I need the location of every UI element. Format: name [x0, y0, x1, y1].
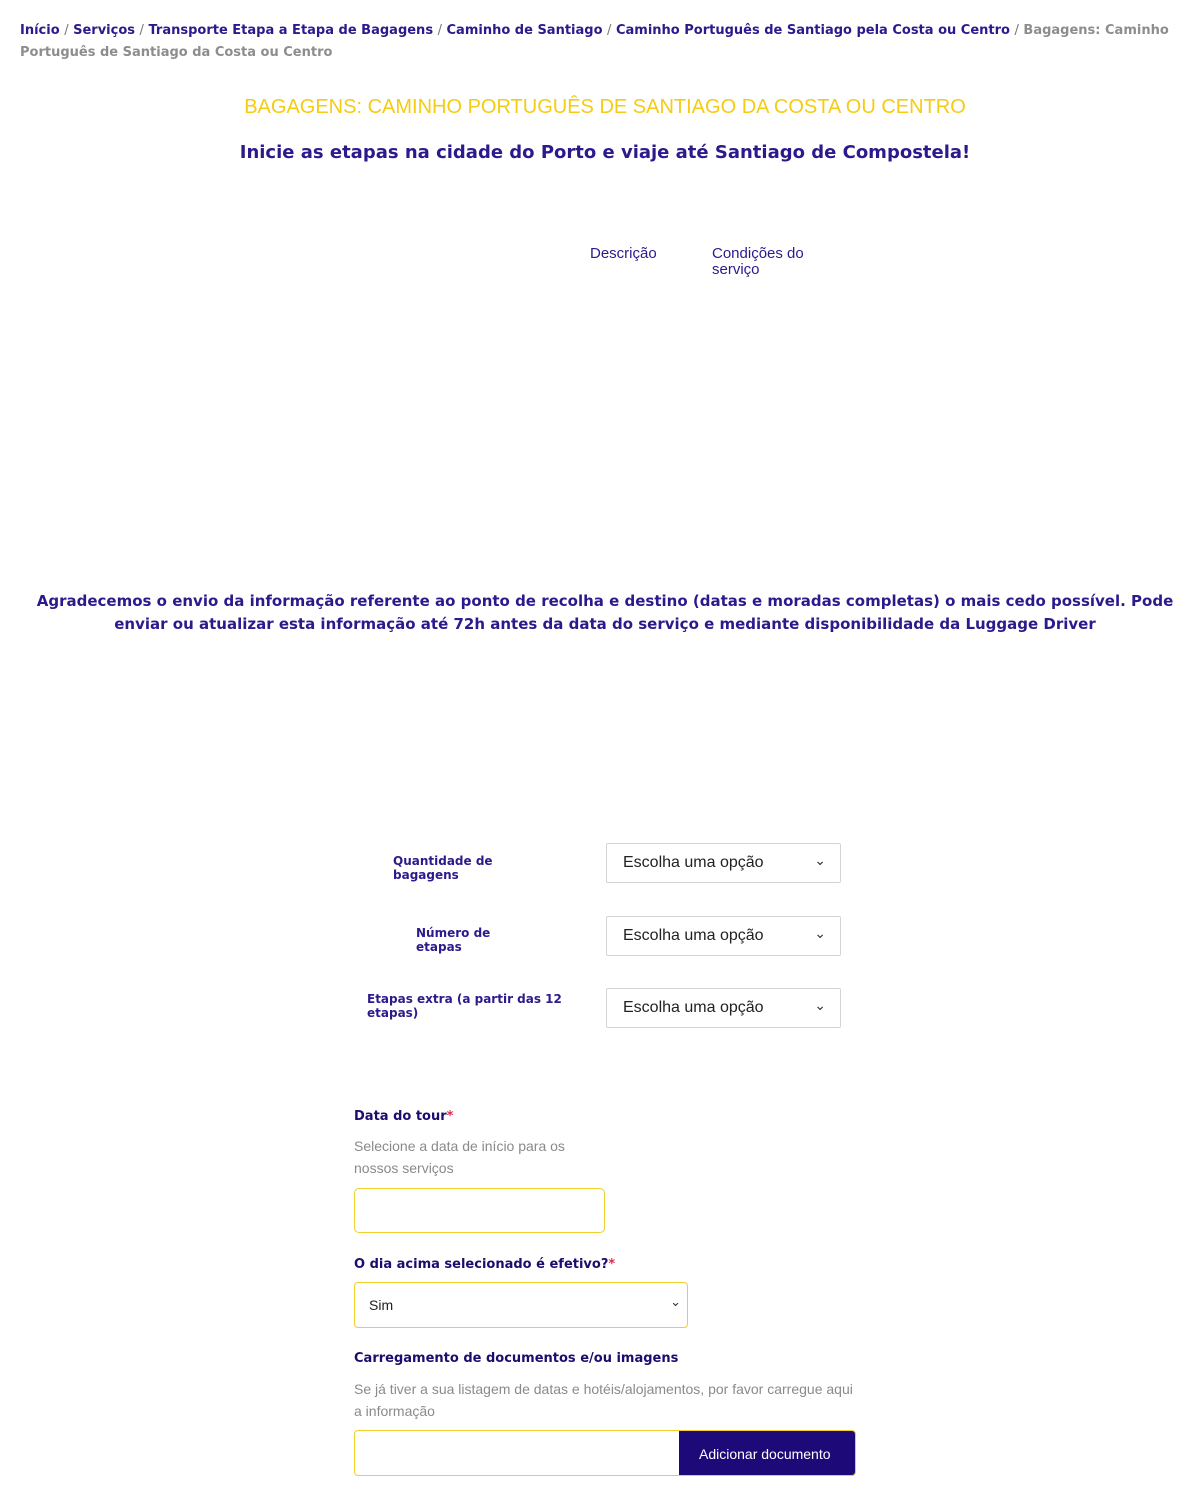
- chevron-down-icon: ⌄: [814, 926, 826, 942]
- breadcrumb-link-servicos[interactable]: Serviços: [73, 23, 136, 38]
- breadcrumb-current: Bagagens: Caminho Português de Santiago da Costa ou Centro: [20, 23, 1169, 60]
- product-subtitle: Inicie as etapas na cidade do Porto e viaje até Santiago de Compostela!: [239, 142, 971, 163]
- effective-field-label: [354, 1257, 615, 1272]
- product-title: BAGAGENS: CAMINHO PORTUGUÊS DE SANTIAGO DA COSTA OU CENTRO: [244, 96, 966, 118]
- upload-field-description: Se já tiver a sua listagem de datas e hotéis/alojamentos, por favor carregue aqui a informação: [354, 1381, 853, 1419]
- tab-condicoes-servico[interactable]: Condições do serviço: [712, 245, 804, 278]
- notice-text: Agradecemos o envio da informação referente ao ponto de recolha e destino (datas e moradas completas) o mais cedo possível. Pode enviar ou atualizar esta informação até 72h antes da data do serviço e mediante disponibilidade da Luggage Driver: [36, 592, 1174, 633]
- breadcrumb-separator: /: [1014, 23, 1019, 38]
- option-label-etapas-extra: Etapas extra (a partir das 12 etapas): [367, 992, 562, 1020]
- select-value: Escolha uma opção: [623, 854, 764, 871]
- required-marker: *: [446, 1109, 454, 1124]
- chevron-down-icon: ⌄: [814, 998, 826, 1014]
- numero-etapas-select[interactable]: [606, 916, 841, 956]
- tab-descricao[interactable]: Descrição: [590, 245, 657, 262]
- breadcrumb-link-caminho-portugues[interactable]: Caminho Português de Santiago pela Costa ou Centro: [615, 23, 1010, 38]
- chevron-down-icon: ⌄: [670, 1295, 681, 1310]
- date-label-text: Data do tour: [354, 1109, 447, 1124]
- breadcrumb-separator: /: [607, 23, 612, 38]
- etapas-extra-select[interactable]: [606, 988, 841, 1028]
- date-field-label: [354, 1109, 453, 1124]
- chevron-down-icon: ⌄: [814, 853, 826, 869]
- upload-field-label: Carregamento de documentos e/ou imagens: [354, 1351, 679, 1366]
- select-value: Sim: [369, 1297, 394, 1313]
- option-label-numero-etapas: Número de etapas: [416, 926, 491, 954]
- date-input[interactable]: [354, 1188, 605, 1233]
- effective-day-select[interactable]: [354, 1282, 688, 1328]
- breadcrumb-separator: /: [437, 23, 442, 38]
- select-value: Escolha uma opção: [623, 999, 764, 1016]
- date-field-description: Selecione a data de início para os nossos serviços: [354, 1138, 565, 1176]
- breadcrumb-link-inicio[interactable]: Início: [20, 23, 60, 38]
- breadcrumb-link-caminho-santiago[interactable]: Caminho de Santiago: [446, 23, 603, 38]
- breadcrumb-separator: /: [139, 23, 144, 38]
- breadcrumb-separator: /: [64, 23, 69, 38]
- required-marker: *: [608, 1257, 616, 1272]
- option-label-quantidade-bagagens: Quantidade de bagagens: [393, 854, 493, 882]
- effective-label-text: O dia acima selecionado é efetivo?: [354, 1257, 609, 1272]
- add-document-button[interactable]: Adicionar documento: [679, 1431, 855, 1476]
- breadcrumb: [20, 20, 1190, 64]
- breadcrumb-link-transporte[interactable]: Transporte Etapa a Etapa de Bagagens: [148, 23, 434, 38]
- upload-field[interactable]: [354, 1430, 856, 1476]
- quantidade-bagagens-select[interactable]: [606, 843, 841, 883]
- select-value: Escolha uma opção: [623, 927, 764, 944]
